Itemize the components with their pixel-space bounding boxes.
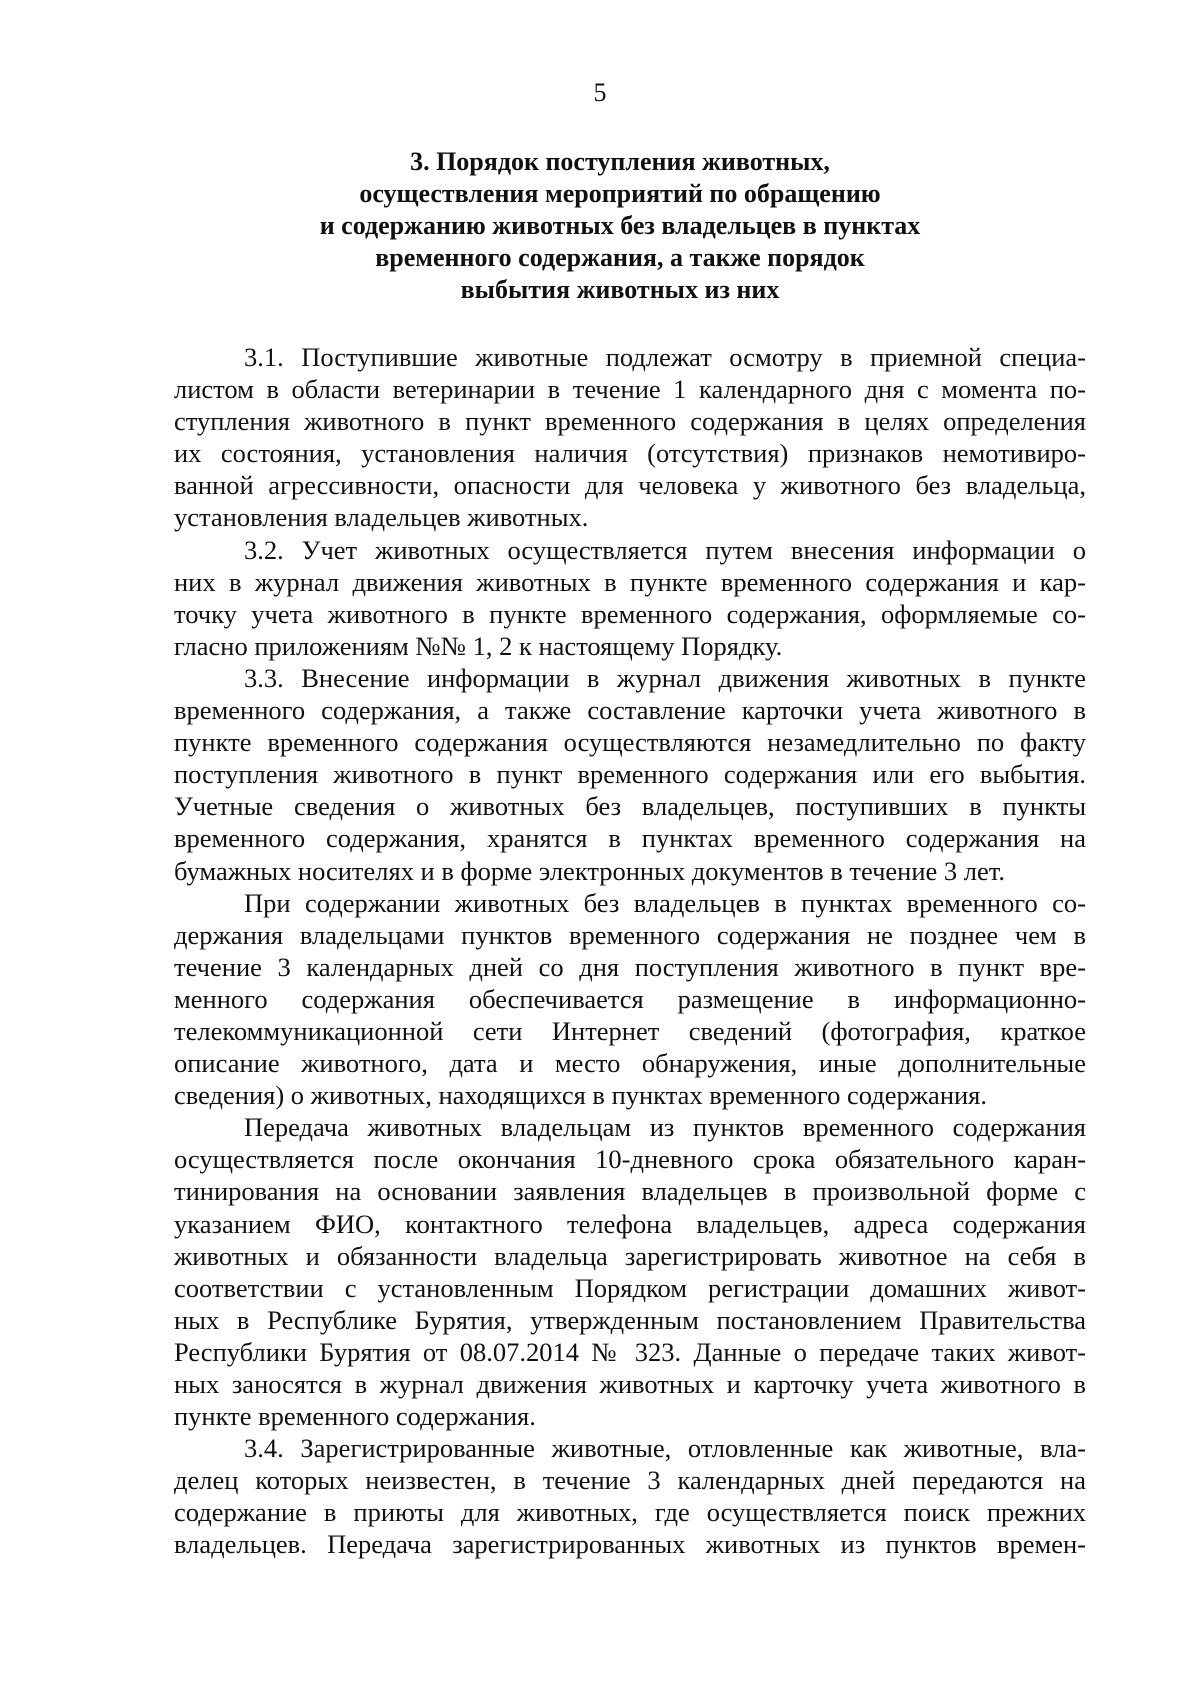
text-line: При содержании животных без владельцев в пунктах временного со- [244, 887, 1086, 918]
text-line: 3.3. Внесение информации в журнал движения животных в пункте [244, 662, 1086, 693]
heading-line: 3. Порядок поступления животных, [410, 147, 830, 176]
text-line: владельцев. Передача зарегистрированных животных из пунктов времен- [174, 1529, 1086, 1560]
paragraph-3-4 [174, 1432, 1086, 1560]
paragraph-3-2 [174, 534, 1086, 662]
text-line: описание животного, дата и место обнаружения, иные дополнительные [174, 1048, 1086, 1079]
paragraph-transfer-to-owners [174, 1111, 1086, 1432]
text-line: осуществляется после окончания 10-дневного срока обязательного каран- [174, 1144, 1086, 1175]
text-line: их состояния, установления наличия (отсутствия) признаков немотивиро- [174, 438, 1086, 469]
text-line: Передача животных владельцам из пунктов временного содержания [244, 1112, 1086, 1143]
text-line: указанием ФИО, контактного телефона владельцев, адреса содержания [174, 1208, 1086, 1239]
text-line: сведения) о животных, находящихся в пунктах временного содержания. [174, 1080, 987, 1111]
body-text [174, 341, 1086, 1561]
heading-line: временного содержания, а также порядок [375, 243, 865, 272]
section-heading [160, 146, 1080, 306]
text-line: 3.1. Поступившие животные подлежат осмотру в приемной специа- [244, 342, 1086, 372]
text-line: ных заносятся в журнал движения животных и карточку учета животного в [174, 1369, 1086, 1399]
text-line: ванной агрессивности, опасности для человека у животного без владельца, [174, 470, 1086, 501]
text-line: поступления животного в пункт временного содержания или его выбытия. [174, 759, 1086, 790]
text-line: 3.2. Учет животных осуществляется путем внесения информации о [244, 534, 1086, 565]
text-line: 3.4. Зарегистрированные животные, отловленные как животные, вла- [244, 1433, 1086, 1464]
paragraph-3-3 [174, 662, 1086, 887]
text-line: содержание в приюты для животных, где осуществляется поиск прежних [174, 1497, 1086, 1528]
text-line: телекоммуникационной сети Интернет сведений (фотография, краткое [174, 1015, 1086, 1046]
text-line: делец которых неизвестен, в течение 3 календарных дней передаются на [174, 1465, 1086, 1496]
text-line: Республики Бурятия от 08.07.2014 № 323. Данные о передаче таких живот- [174, 1336, 1086, 1367]
text-line: держания владельцами пунктов временного содержания не позднее чем в [174, 919, 1086, 950]
heading-line: и содержанию животных без владельцев в пунктах [319, 211, 921, 240]
text-line: бумажных носителях и в форме электронных документов в течение 3 лет. [174, 855, 1005, 886]
heading-line: выбытия животных из них [460, 275, 780, 304]
text-line: менного содержания обеспечивается размещение в информационно- [174, 983, 1086, 1014]
text-line: пункте временного содержания. [174, 1401, 536, 1432]
text-line: пункте временного содержания осуществляются незамедлительно по факту [174, 727, 1086, 758]
text-line: временного содержания, хранятся в пунктах временного содержания на [174, 823, 1086, 854]
text-line: ных в Республике Бурятия, утвержденным постановлением Правительства [174, 1304, 1086, 1335]
text-line: соответствии с установленным Порядком регистрации домашних живот- [174, 1272, 1086, 1303]
text-line: течение 3 календарных дней со дня поступления животного в пункт вре- [174, 951, 1086, 982]
text-line: них в журнал движения животных в пункте временного содержания и кар- [174, 566, 1086, 597]
paragraph-internet-publication [174, 887, 1086, 1112]
text-line: Учетные сведения о животных без владельцев, поступивших в пункты [174, 791, 1086, 822]
page-number: 5 [593, 78, 607, 107]
text-line: животных и обязанности владельца зарегистрировать животное на себя в [174, 1240, 1086, 1271]
text-line: временного содержания, а также составление карточки учета животного в [174, 695, 1086, 726]
paragraph-3-1 [174, 341, 1086, 534]
text-line: ступления животного в пункт временного содержания в целях определения [174, 406, 1086, 437]
text-line: установления владельцев животных. [174, 502, 589, 533]
text-line: тинирования на основании заявления владельцев в произвольной форме с [174, 1176, 1086, 1207]
text-line: точку учета животного в пункте временного содержания, оформляемые со- [174, 598, 1086, 629]
heading-line: осуществления мероприятий по обращению [359, 179, 881, 208]
text-line: гласно приложениям №№ 1, 2 к настоящему Порядку. [174, 630, 783, 661]
text-line: листом в области ветеринарии в течение 1 календарного дня с момента по- [174, 374, 1086, 405]
